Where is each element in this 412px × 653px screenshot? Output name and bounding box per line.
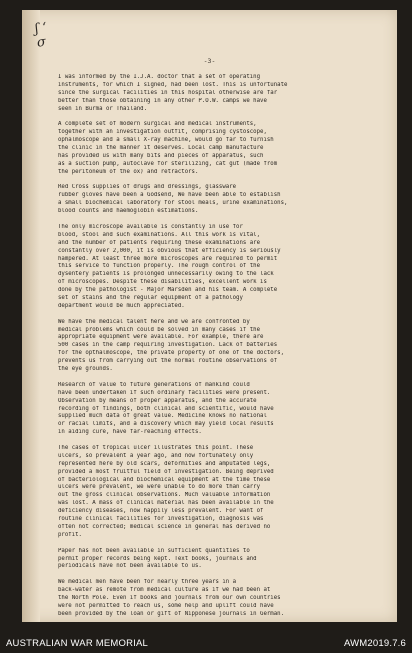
text-line: instruments, for which I signed, had been lost. This is unfortunate	[58, 81, 288, 88]
text-line: seen in Burma or Thailand.	[58, 105, 148, 112]
text-line: or racial limits, and a discovery which may yield local results	[58, 421, 274, 428]
text-line: A complete set of modern surgical and medical instruments,	[58, 121, 257, 128]
text-line: constantly over 2,000, it is obvious that efficiency is seriously	[58, 247, 281, 254]
text-line: since the surgical facilities in this hospital otherwise are far	[58, 89, 278, 96]
text-line: periodicals have not been available to us.	[58, 563, 202, 570]
text-line: better than those obtaining in any other P.O.W. camps we have	[58, 97, 267, 104]
typed-text-body	[58, 74, 360, 622]
text-line: permit proper records being kept. Text books, journals and	[58, 555, 257, 562]
text-line: often not corrected; medical science in general has derived no	[58, 524, 271, 530]
text-line: back-water as remote from medical culture as if we had been at	[58, 587, 271, 594]
text-line: ulcers, so prevalent a year ago, and now fortunately only	[58, 452, 254, 459]
text-line: 500 cases in the camp requiring investigation. Lack of batteries	[58, 342, 278, 349]
text-line: in aiding cure, have far-reaching effects.	[58, 429, 202, 436]
institution-label: AUSTRALIAN WAR MEMORIAL	[6, 637, 149, 649]
paragraph	[58, 382, 360, 437]
text-line: blood counts and haemoglobin estimations.	[58, 208, 199, 215]
text-line: blood, stool and such examinations. All this work is vital,	[58, 231, 261, 238]
text-line: appropriate equipment were available. For example, there are	[58, 334, 264, 341]
text-line: done by the pathologist - Major Marsden and his team. A complete	[58, 287, 278, 294]
archive-footer	[0, 633, 412, 653]
paragraph	[58, 121, 360, 176]
text-line: out the gross clinical observations. Much valuable information	[58, 492, 271, 499]
text-line: prevents us from carrying out the normal routine observations of	[58, 358, 278, 365]
text-line: We medical men have been for nearly three years in a	[58, 579, 237, 586]
handwritten-mark-line: ʃ ‘	[33, 20, 48, 37]
text-line: routine clinical facilities for investigation, diagnosis was	[58, 516, 264, 523]
text-line: the North Pole. Even if books and journals from our own countries	[58, 594, 281, 601]
text-line: the peritoneum of the ox) and retractors.	[58, 168, 199, 175]
text-line: deficiency diseases, now happily less prevalent. For want of	[58, 508, 264, 515]
reference-number: AWM2019.7.6	[343, 637, 406, 649]
text-line: recording of findings, both clinical and scientific, would have	[58, 405, 274, 412]
text-line: medical problems which could be solved in many cases if the	[58, 326, 261, 333]
text-line: profit.	[58, 531, 82, 538]
text-line: represented here by old scars, deformities and amputated legs,	[58, 460, 271, 467]
text-line: was lost. A mass of clinical material has been available in the	[58, 500, 274, 507]
text-line: for the opthalmoscope, the private property of one of the doctors,	[58, 350, 284, 357]
text-line: were not permitted to reach us, some help and uplift could have	[58, 602, 274, 609]
paragraph	[58, 548, 360, 572]
text-line: dysentery patients is prolonged unnecessarily owing to the lack	[58, 271, 274, 278]
text-line: and the number of patients requiring these examinations are	[58, 239, 261, 246]
text-line: has provided us with many bits and pieces of apparatus, such	[58, 152, 264, 159]
text-line: this service to function properly. The rough control of the	[58, 263, 261, 270]
text-line: the clinic in the manner it deserves. Local camp manufacture	[58, 145, 264, 152]
paragraph	[58, 579, 360, 619]
text-line: a small biochemical laboratory for stool meals, urine examinations,	[58, 200, 288, 207]
text-line: department would be much appreciated.	[58, 302, 185, 309]
paragraph	[58, 445, 360, 540]
handwritten-annotation	[34, 21, 50, 50]
page-number: -3-	[203, 57, 216, 65]
paragraph	[58, 184, 360, 216]
handwritten-mark-line: σ	[35, 34, 47, 51]
text-line: have been undertaken if such ordinary facilities were present.	[58, 389, 271, 396]
text-line: provided a most fruitful field of investigation. Being deprived	[58, 468, 274, 475]
text-line: together with an investigation outfit, comprising cystoscope,	[58, 129, 267, 136]
text-line: ulcers were prevalent, we were unable to do more than carry	[58, 484, 261, 491]
text-line: The only microscope available is constantly in use for	[58, 223, 243, 230]
text-line: of bacteriological and biochemical equipment at the time these	[58, 476, 271, 483]
text-line: been provided by the loan or gift of Nipponese journals in German.	[58, 610, 284, 617]
text-line: of microscopes. Despite these disabilities, excellent work is	[58, 279, 267, 286]
text-line: Paper has not been available in sufficient quantities to	[58, 547, 250, 554]
text-line: We have the medical talent here and we are confronted by	[58, 318, 250, 325]
text-line: rubber gloves have been a Godsend, We have been able to establish	[58, 192, 281, 199]
text-line: The cases of tropical ulcer illustrates this point. These	[58, 444, 254, 451]
text-line: I was informed by the I.J.A. doctor that a set of operating	[58, 74, 261, 80]
text-line: ophalmoscope and a small X-ray machine, would go far to furnish	[58, 137, 274, 144]
text-line: set of stains and the regular equipment of a pathology	[58, 295, 243, 302]
paper-edge	[22, 10, 40, 622]
text-line: as a suction pump, autoclave for sterilizing, cat gut (made from	[58, 160, 278, 167]
text-line: the eye grounds.	[58, 366, 113, 373]
text-line: Research of value to future generations of mankind could	[58, 381, 250, 388]
paragraph	[58, 74, 360, 114]
text-line: Red Cross supplies of drugs and dressings, glassware	[58, 184, 237, 191]
text-line: supplied much data of great value. Medicine knows no national	[58, 413, 267, 420]
document-page	[22, 10, 397, 622]
text-line: Observation by means of proper apparatus, and the accurate	[58, 397, 257, 404]
paragraph	[58, 319, 360, 374]
paragraph	[58, 224, 360, 311]
text-line: hampered. At least three more microscopes are required to permit	[58, 255, 278, 262]
